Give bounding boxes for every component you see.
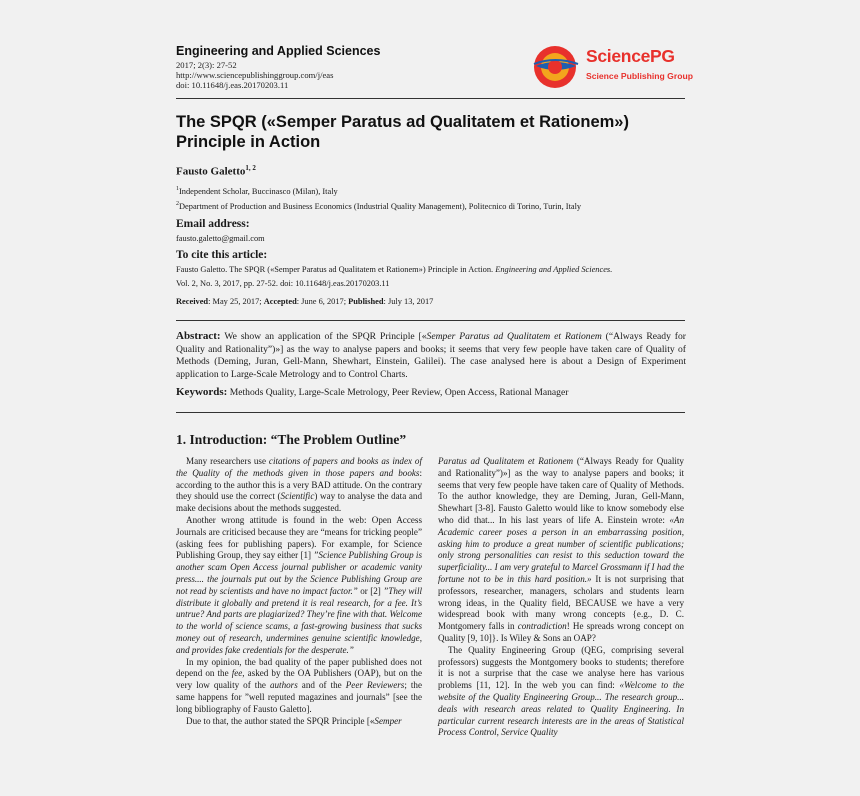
keywords: Keywords: Methods Quality, Large-Scale Metrology, Peer Review, Open Access, Rational Manager <box>176 386 569 398</box>
email-address[interactable]: fausto.galetto@gmail.com <box>176 234 265 243</box>
cite-heading: To cite this article: <box>176 249 268 261</box>
sciencepg-globe-icon <box>532 44 580 90</box>
journal-name: Engineering and Applied Sciences <box>176 44 381 58</box>
paragraph: Due to that, the author stated the SPQR Principle [«Semper <box>186 715 402 726</box>
abstract-bottom-rule <box>176 412 685 413</box>
paragraph: Paratus ad Qualitatem et Rationem (“Always Ready for Quality and Rationality”)»] as the way to analyse papers and books; it seems that very few people have taken care of Quality of Methods. To the author knowledge, they are Deming, Juran, Gell-Mann, Shewhart [3-8]. Fausto Galetto would like to know somebody else who did that... In his last years of life A. Einstein wrote: «An Academic career poses a person in an embarrassing position, asking him to produce a great number of scientific publications; only strong personalities can resist to this seduction toward the superficiality... I am very grateful to Marcel Grossmann if I had the fortune not to be in this hard position.» It is not surprising that professors, researcher, managers, scholars and students learn wrong ideas, in the Quality field, BECAUSE we have a very widespread book with many wrong concepts {e.g., D. C. Montgomery falls in contradiction! He spreads wrong concept on Quality [9, 10]}. Is Wiley & Sons an OAP? <box>438 456 685 643</box>
paper-title: The SPQR («Semper Paratus ad Qualitatem et Rationem») Principle in Action <box>176 113 629 151</box>
article-doi: doi: 10.11648/j.eas.20170203.11 <box>176 80 289 90</box>
article-dates: Received: May 25, 2017; Accepted: June 6, 2017; Published: July 13, 2017 <box>176 297 434 306</box>
sciencepg-logo <box>532 44 693 90</box>
cite-text: Fausto Galetto. The SPQR («Semper Paratus ad Qualitatem et Rationem») Principle in Action. Engineering and Applied Sciences. Vol. 2, No. 3, 2017, pp. 27-52. doi: 10.11648/j.eas.20170203.11 <box>176 265 613 288</box>
paragraph: In my opinion, the bad quality of the paper published does not depend on the fee, asked by the OA Publishers (OAP), but on the very low quality of the authors and of the Peer Reviewers; the same happens for ”well reputed magazines and journals” [see the long bibliography of Fausto Galetto]. <box>176 656 422 714</box>
affiliation-2: $^2$Department of Production and Business Economics (Industrial Quality Management), Politecnico di Torino, Turin, Italy <box>176 201 582 211</box>
journal-url[interactable]: http://www.sciencepublishinggroup.com/j/eas <box>176 70 334 80</box>
header-rule <box>176 98 685 99</box>
email-heading: Email address: <box>176 218 250 230</box>
paragraph: Many researchers use citations of papers and books as index of the Quality of the methods given in those papers and books: according to the author this is a very BAD attitude. On the contrary they should use the correct (Scientific) way to analyse the data and make decisions about the methods suggested. <box>176 456 422 514</box>
journal-issue: 2017; 2(3): 27-52 <box>176 60 237 70</box>
author: Fausto Galetto$^{1, 2}$ <box>176 164 256 178</box>
logo-wordmark: SciencePG <box>586 46 675 66</box>
abstract-top-rule <box>176 320 685 321</box>
paragraph: Another wrong attitude is found in the web: Open Access Journals are criticised because they are “means for tricking people” (asking fees for publishing papers). For example, for Science Publishing Group, they say either [1] ”Science Publishing Group is another scam Open Access journal publisher or academic vanity press.... the journals put out by the Science Publishing Group are not read by scientists and have no impact factor.” or [2] ”They will distribute it globally and pretend it is real research, for a fee. It’s untrue? And parts are plagiarized? They’re fine with that. Welcome to the world of science scams, a fast-growing business that sucks money out of research, undermines genuine scientific knowledge, and provides fake credentials for the desperate.” <box>176 514 423 655</box>
right-column <box>438 456 684 739</box>
logo-tagline: Science Publishing Group <box>586 71 693 81</box>
intro-heading: 1. Introduction: “The Problem Outline” <box>176 432 407 447</box>
abstract: Abstract: We show an application of the SPQR Principle [«Semper Paratus ad Qualitatem et Rationem (“Always Ready for Quality and Rationality”)»] as the way to analyse papers and books; it seems that very few people have taken care of Quality of Methods (Deming, Juran, Gell-Mann, Shewhart, Einstein, Galilei). The case analysed here is about a Design of Experiment application to Large-Scale Metrology and to Control Charts. <box>176 330 686 380</box>
left-column <box>176 456 422 727</box>
affiliation-1: $^1$Independent Scholar, Buccinasco (Milan), Italy <box>176 186 338 196</box>
paragraph: The Quality Engineering Group (QEG, comprising several professors) suggests the Montgomery books to students; therefore it is not a surprise that the case we analyse here has various problems [11, 12]. In the web you can find: «Welcome to the website of the Quality Engineering Group... The research group... deals with research areas related to Quality Engineering. In particular current research interests are in the areas of Statistical Process Control, Service Quality <box>438 644 684 738</box>
